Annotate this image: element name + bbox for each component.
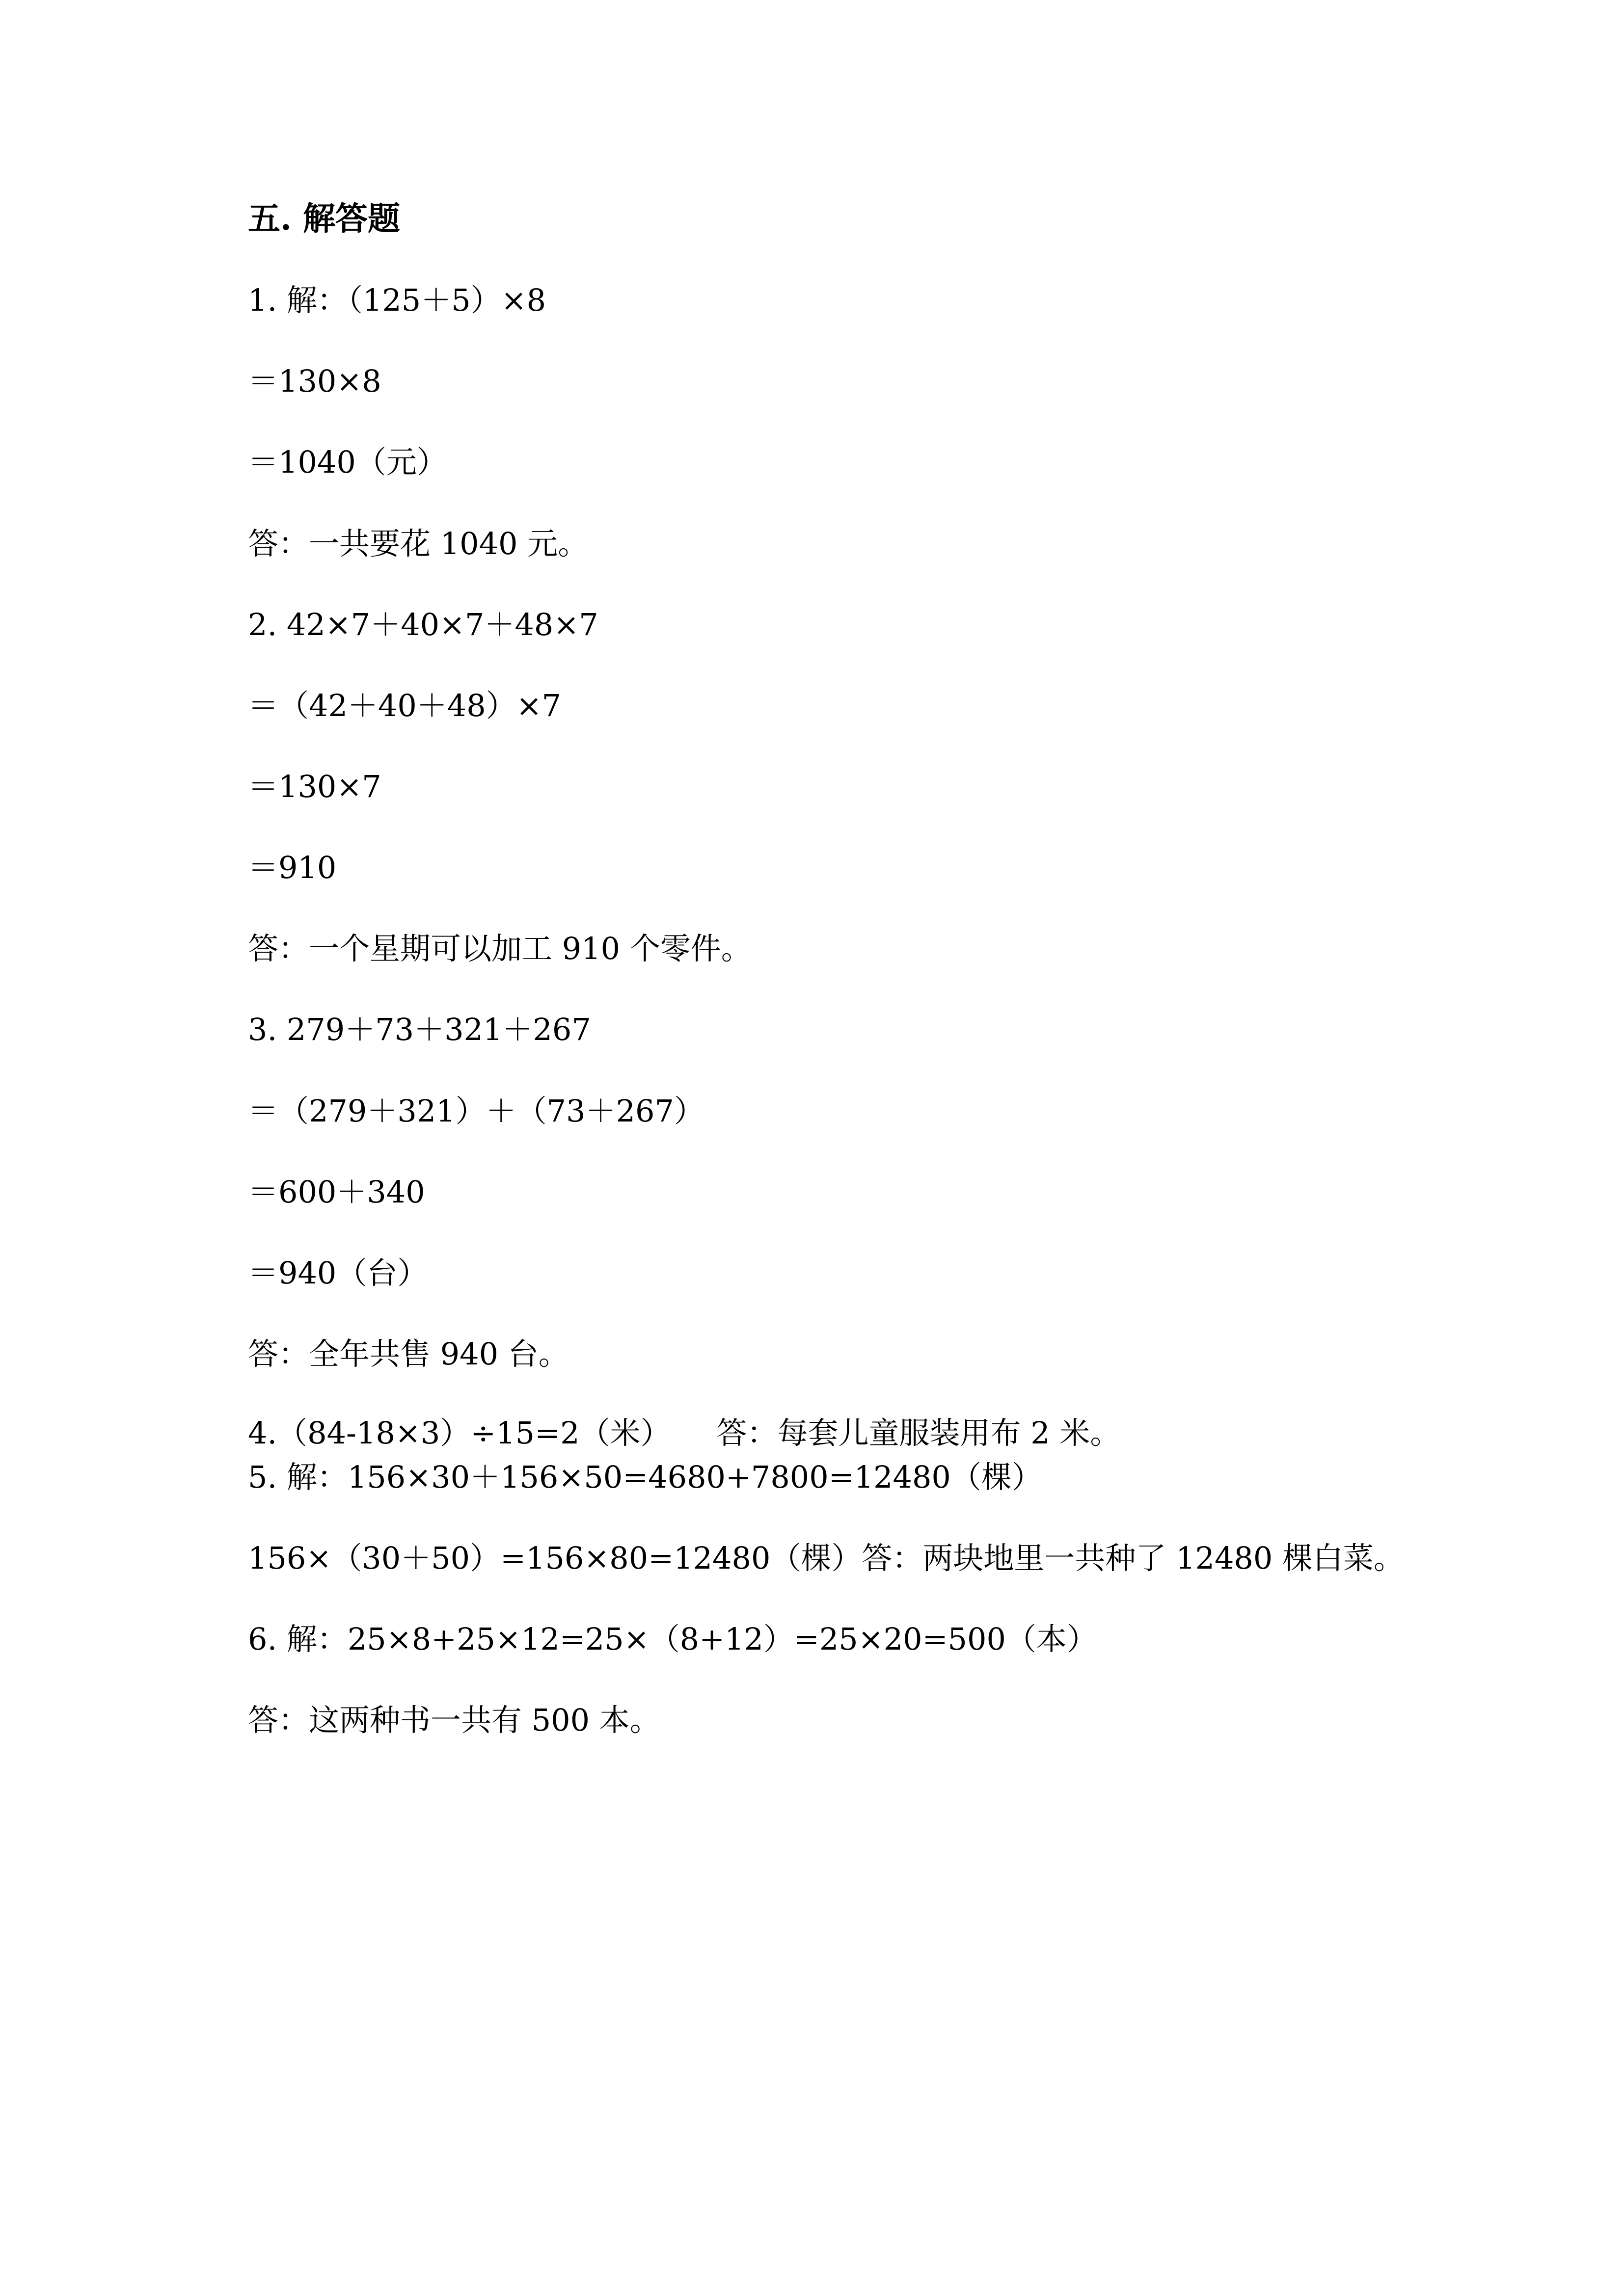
answer-3-conclusion: 答：全年共售 940 台。 bbox=[248, 1336, 569, 1372]
answer-2-line-2: ＝（42＋40＋48）×7 bbox=[248, 688, 562, 723]
answer-3-line-1: 3. 279＋73＋321＋267 bbox=[248, 1012, 591, 1047]
answer-5-line-2: 156×（30＋50）=156×80=12480（棵）答：两块地里一共种了 12480 棵白菜。 bbox=[248, 1540, 1405, 1576]
answer-3-line-4: ＝940（台） bbox=[248, 1255, 428, 1291]
answer-6-line-1: 6. 解：25×8+25×12=25×（8+12）=25×20=500（本） bbox=[248, 1621, 1097, 1657]
answer-1-line-3: ＝1040（元） bbox=[248, 444, 447, 480]
answer-3-line-3: ＝600＋340 bbox=[248, 1174, 425, 1210]
answer-3-line-2: ＝（279＋321）＋（73＋267） bbox=[248, 1093, 704, 1129]
answer-1-line-1: 1. 解：（125＋5）×8 bbox=[248, 282, 546, 318]
answer-2-line-4: ＝910 bbox=[248, 850, 337, 885]
answer-1-line-2: ＝130×8 bbox=[248, 363, 381, 399]
answer-2-line-1: 2. 42×7＋40×7＋48×7 bbox=[248, 607, 598, 642]
answer-2-conclusion: 答：一个星期可以加工 910 个零件。 bbox=[248, 931, 752, 966]
section-title: 五. 解答题 bbox=[248, 199, 400, 238]
answer-6-conclusion: 答：这两种书一共有 500 本。 bbox=[248, 1702, 660, 1738]
answer-5-line-1: 5. 解：156×30＋156×50=4680+7800=12480（棵） bbox=[248, 1459, 1042, 1495]
answer-4-line-1: 4.（84-18×3）÷15=2（米） 答：每套儿童服装用布 2 米。 bbox=[248, 1415, 1121, 1451]
answer-1-conclusion: 答：一共要花 1040 元。 bbox=[248, 526, 589, 561]
answer-2-line-3: ＝130×7 bbox=[248, 769, 381, 804]
